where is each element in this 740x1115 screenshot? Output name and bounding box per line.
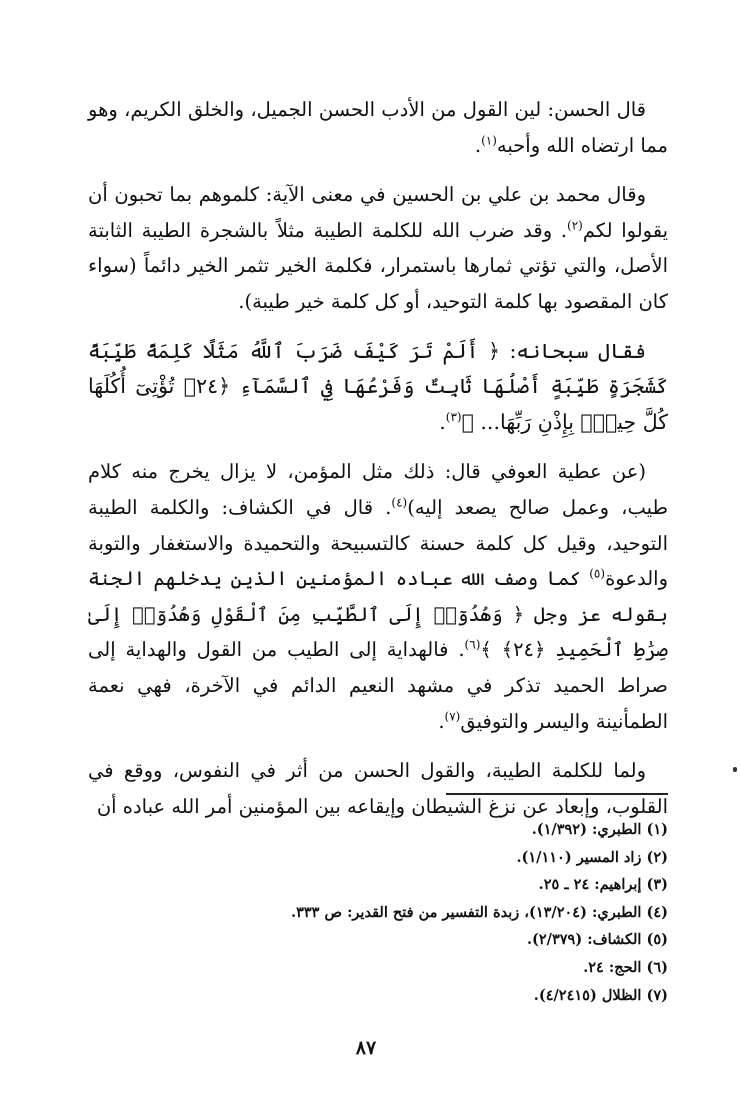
- paragraph-text: ولما للكلمة الطيبة، والقول الحسن من أثر في النفوس، ووقع في القلوب، وإبعاد عن نزغ الشيطان وإيقاعه بين المؤمنين أمر الله عباده أن: [88, 759, 668, 818]
- paragraph-text: .: [439, 409, 446, 434]
- footnote: (٥) الكشاف: (٢/٣٧٩).: [526, 931, 668, 949]
- footnote-separator: [446, 793, 668, 795]
- footnote: (٤) الطبري: (١٣/٢٠٤)، زبدة التفسير من فتح القدير: ص ٣٣٣.: [291, 903, 668, 921]
- paragraph: [88, 334, 668, 441]
- paragraph: [88, 454, 668, 739]
- footnote: (٢) زاد المسير (١/١١٠).: [516, 848, 668, 866]
- footnote-ref: (٥): [589, 566, 606, 581]
- margin-mark: [733, 767, 737, 772]
- footnote-ref: (٢): [567, 218, 583, 233]
- footnote-ref: (٦): [464, 637, 481, 652]
- footnote: (٦) الحج: ٢٤.: [583, 958, 668, 976]
- paragraph-text: . وقد ضرب الله للكلمة الطيبة مثلاً بالشجرة الطيبة الثابتة الأصل، والتي تؤتي ثمارها باستمرار، فكلمة الخير تثمر الخير دائماً (سواء كان المقصود بها كلمة التوحيد، أو كل كلمة خير طيبة).: [88, 218, 668, 313]
- paragraph-text: . قال في الكشاف: والكلمة الطيبة التوحيد، وقيل كل كلمة حسنة كالتسبيحة والتحميدة والاستغفار والتوبة والدعوة: [88, 495, 668, 591]
- paragraph-text: (عن عطية العوفي قال: ذلك مثل المؤمن، لا يزال يخرج منه كلام طيب، وعمل صالح يصعد إليه): [88, 460, 668, 519]
- paragraph-text: .: [474, 133, 482, 157]
- page-number: ٨٧: [355, 1037, 377, 1059]
- footnotes: [150, 816, 668, 1009]
- footnote: (٧) الظلال (٤/٢٤١٥).: [533, 986, 668, 1004]
- footnote: (٣) إبراهيم: ٢٤ ـ ٢٥.: [538, 876, 668, 894]
- footnote-ref: (٣): [445, 409, 462, 424]
- footnote-ref: (٤): [391, 495, 408, 510]
- paragraph: [88, 753, 668, 824]
- footnote: (١) الطبري: (١/٣٩٢).: [531, 821, 668, 838]
- paragraph: [88, 177, 668, 319]
- paragraph-text: كما وصف الله عباده المؤمنين الذين يدخلهم الجنة بقوله عز وجل ﴿ وَهُدُوٓا۟ إِلَى ٱلطَّيِّبِ مِنَ ٱلْقَوْلِ وَهُدُوٓا۟ إِلَىٰ صِرَٰطِ ٱلْحَمِيدِ ﴿٢٤﴾ ﴾: [88, 567, 668, 662]
- paragraph-text: قال الحسن: لين القول من الأدب الحسن الجميل، والخلق الكريم، وهو مما ارتضاه الله وأحبه: [88, 98, 668, 157]
- paragraph-text: .: [438, 709, 445, 733]
- paragraph-text: وقال محمد بن علي بن الحسين في معنى الآية: كلموهم بما تحبون أن يقولوا لكم: [88, 183, 669, 242]
- paragraph-text: . فالهداية إلى الطيب من القول والهداية إلى صراط الحميد تذكر في مشهد النعيم الدائم في الآخرة، فهي نعمة الطمأنينة واليسر والتوفيق: [88, 638, 668, 733]
- footnote-ref: (٧): [444, 709, 461, 723]
- paragraph: [88, 92, 668, 163]
- paragraph-text: فقال سبحانه: ﴿ أَلَمْ تَرَ كَيْفَ ضَرَبَ ٱللَّهُ مَثَلًا كَلِمَةً طَيِّبَةً كَشَجَرَةٍ طَيِّبَةٍ أَصْلُهَا ثَابِتٌ وَفَرْعُهَا فِي ٱلسَّمَآءِ ﴿٢٤﴾ تُؤْتِىٓ أُكُلَهَا كُلَّ حِينٍۭ بِإِذْنِ رَبِّهَا... ﴾: [88, 338, 668, 434]
- footnote-ref: (١): [481, 133, 497, 148]
- body-text: [88, 92, 668, 838]
